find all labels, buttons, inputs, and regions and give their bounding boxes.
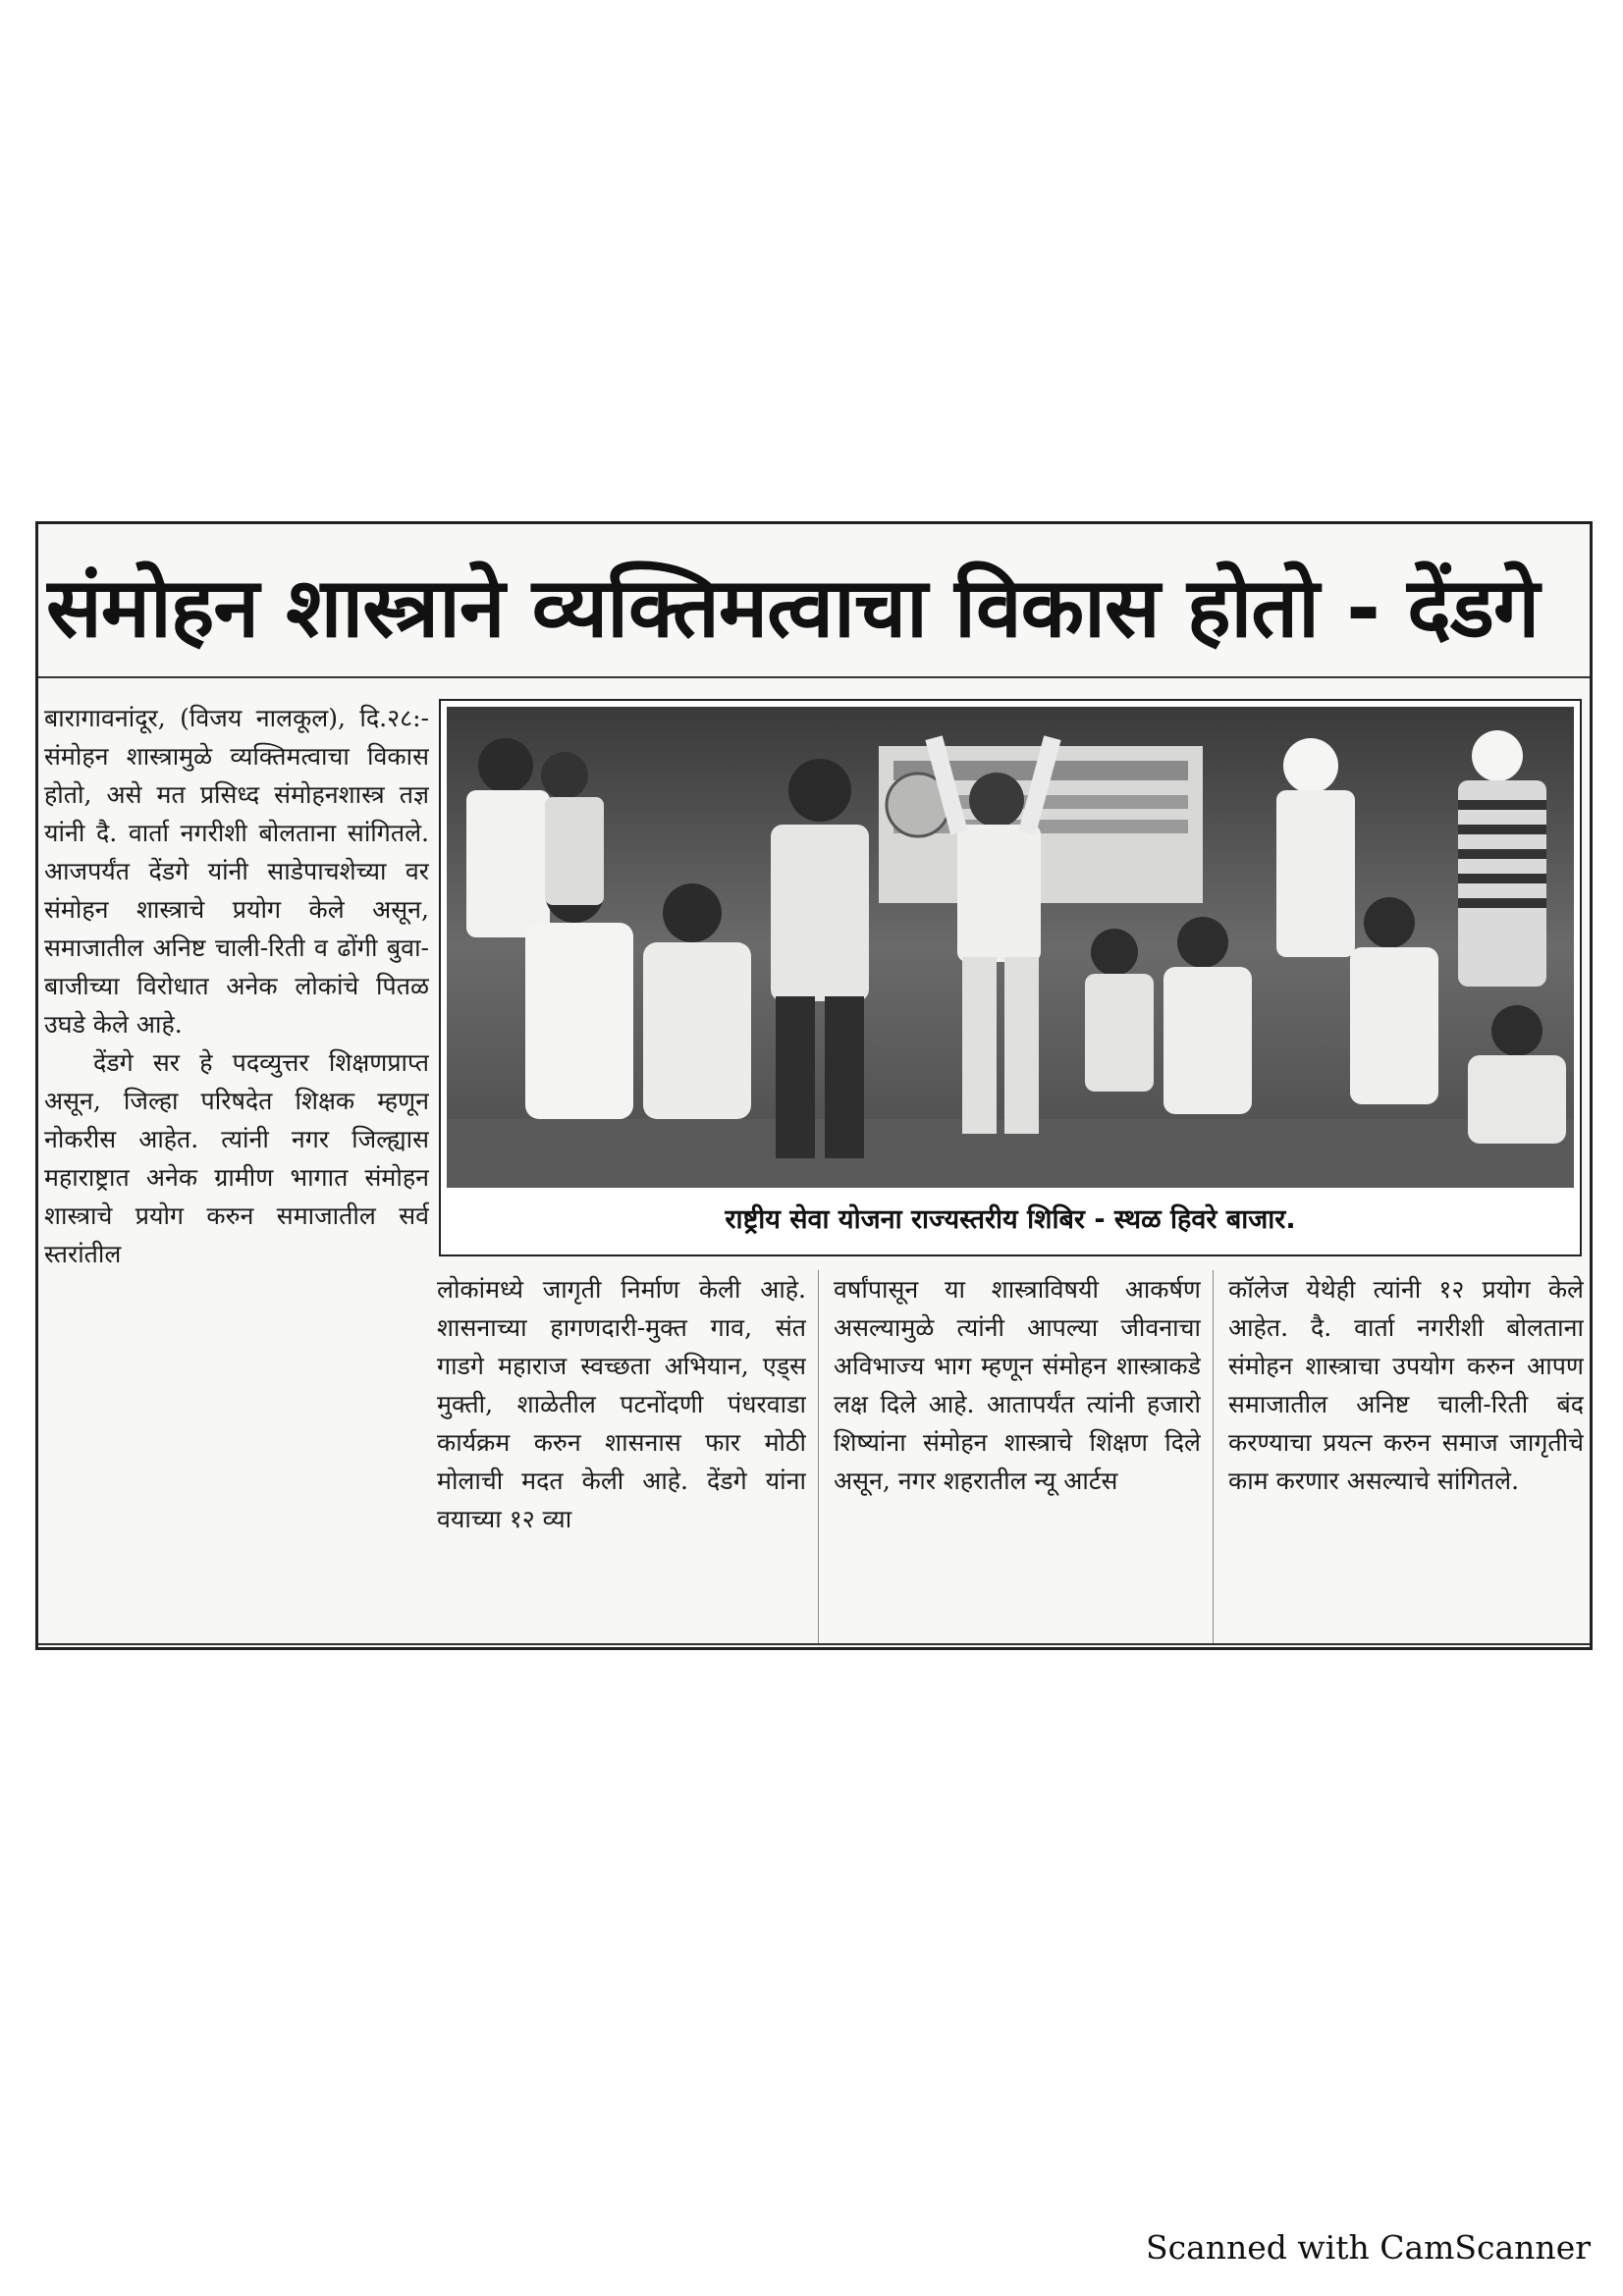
article-column-3: वर्षांपासून या शास्त्राविषयी आकर्षण असल्यामुळे त्यांनी आपल्या जीवनाचा अविभाज्य भाग म्हणून संमोहन शास्त्राकडे लक्ष दिले आहे. आतापर्यंत त्यांनी हजारो शिष्यांना संमोहन शास्त्राचे शिक्षण दिले असून, नगर शहरातील न्यू आर्टस	[834, 1275, 1201, 1495]
bottom-rule	[38, 1643, 1590, 1645]
newspaper-clipping	[35, 521, 1593, 1650]
article-paragraph-2: देंडगे सर हे पदव्युत्तर शिक्षणप्राप्त असून, जिल्हा परिषदेत शिक्षक म्हणून नोकरीस आहेत. त्यांनी नगर जिल्ह्यास महाराष्ट्रात अनेक ग्रामीण भागात संमोहन शास्त्राचे प्रयोग करुन समाजातील सर्व स्तरांतील	[44, 1048, 429, 1268]
article-column-2: लोकांमध्ये जागृती निर्माण केली आहे. शासनाच्या हागणदारी-मुक्त गाव, संत गाडगे महाराज स्वच्छता अभियान, एड्स मुक्ती, शाळेतील पटनोंदणी पंधरवाडा कार्यक्रम करुन शासनास फार मोठी मोलाची मदत केली आहे. देंडगे यांना वयाच्या १२ व्या	[437, 1275, 806, 1533]
scanner-watermark: Scanned with CamScanner	[1145, 2228, 1591, 2267]
photo-frame	[439, 699, 1582, 1256]
article-column-4: कॉलेज येथेही त्यांनी १२ प्रयोग केले आहेत. दै. वार्ता नगरीशी बोलताना संमोहन शास्त्राचा उपयोग करुन आपण समाजातील अनिष्ट चाली-रिती बंद करण्याचा प्रयत्न करुन समाज जागृतीचे काम करणार असल्याचे सांगितले.	[1228, 1275, 1584, 1495]
headline-rule	[38, 676, 1590, 678]
event-photo	[447, 707, 1574, 1188]
column-divider	[818, 1270, 819, 1643]
column-divider	[1213, 1270, 1214, 1643]
article-headline: संमोहन शास्त्राने व्यक्तिमत्वाचा विकास होतो - देंडगे	[46, 560, 1540, 656]
photo-caption: राष्ट्रीय सेवा योजना राज्यस्तरीय शिबिर - स्थळ हिवरे बाजार.	[725, 1204, 1296, 1235]
article-column-1	[44, 699, 429, 1641]
article-paragraph-1: बारागावनांदूर, (विजय नालकूल), दि.२८:-संमोहन शास्त्रामुळे व्यक्तिमत्वाचा विकास होतो, असे मत प्रसिध्द संमोहनशास्त्र तज्ञ यांनी दै. वार्ता नगरीशी बोलताना सांगितले. आजपर्यंत देंडगे यांनी साडेपाचशेच्या वर संमोहन शास्त्राचे प्रयोग केले असून, समाजातील अनिष्ट चाली-रिती व ढोंगी बुवा-बाजीच्या विरोधात अनेक लोकांचे पितळ उघडे केले आहे.	[44, 704, 429, 1039]
